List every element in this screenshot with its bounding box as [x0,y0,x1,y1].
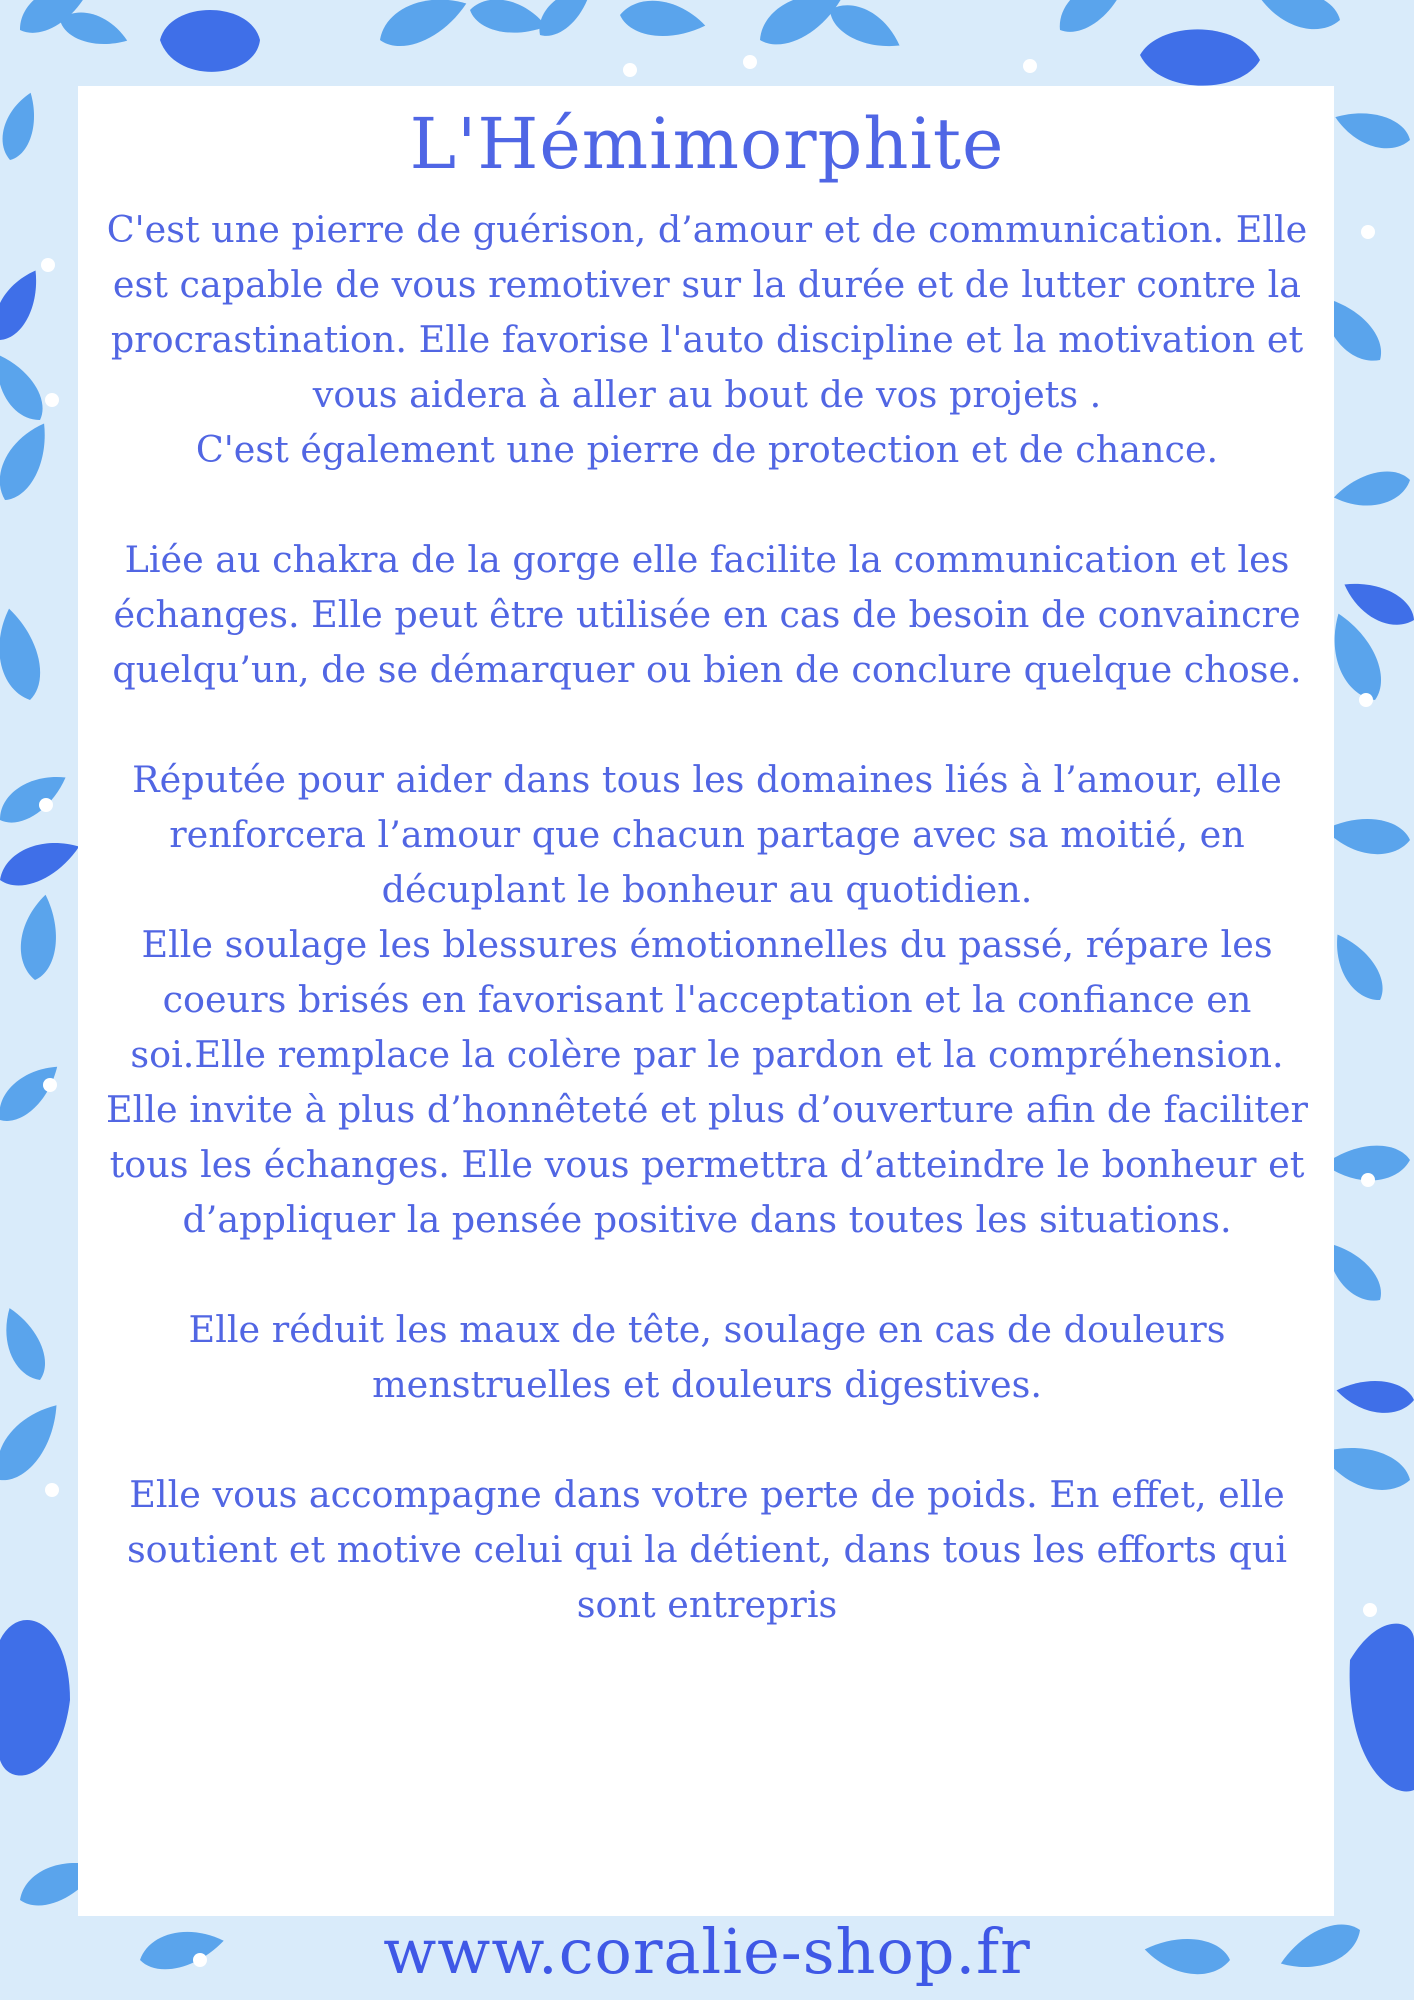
website-url: www.coralie-shop.fr [383,1915,1031,1988]
paragraph-protection-luck: C'est également une pierre de protection et de chance. [195,428,1219,471]
paragraph-emotional-wounds: Elle soulage les blessures émotionnelles du passé, répare les coeurs brisés en favorisant l'acceptation et la confiance en soi.Elle remplace la colère par le pardon et la compréhension. [130,923,1284,1076]
paragraph-throat-chakra: Liée au chakra de la gorge elle facilite la communication et les échanges. Elle peut être utilisée en cas de besoin de convaincre quelqu’un, de se démarquer ou bien de conclure quelque chose. [112,538,1302,691]
paragraph-healing-love-communication: C'est une pierre de guérison, d’amour et de communication. Elle est capable de vous remotiver sur la durée et de lutter contre la procrastination. Elle favorise l'auto discipline et la motivation et vous aidera à aller au bout de vos projets . [106,208,1308,416]
paragraph-weight-loss: Elle vous accompagne dans votre perte de poids. En effet, elle soutient et motive celui qui la détient, dans tous les efforts qui sont entrepris [126,1473,1288,1626]
paragraph-headaches: Elle réduit les maux de tête, soulage en cas de douleurs menstruelles et douleurs digestives. [188,1308,1226,1406]
description-text [90,202,1324,1632]
page-title: L'Hémimorphite [409,103,1005,185]
paragraph-spacer [90,477,1324,532]
paragraph-spacer [90,697,1324,752]
paragraph-honesty: Elle invite à plus d’honnêteté et plus d’ouverture afin de faciliter tous les échanges. Elle vous permettra d’atteindre le bonheur et d’appliquer la pensée positive dans toutes les situations. [106,1088,1308,1241]
paragraph-spacer [90,1412,1324,1467]
paragraph-love: Réputée pour aider dans tous les domaines liés à l’amour, elle renforcera l’amour que chacun partage avec sa moitié, en décuplant le bonheur au quotidien. [132,758,1282,911]
paragraph-spacer [90,1247,1324,1302]
